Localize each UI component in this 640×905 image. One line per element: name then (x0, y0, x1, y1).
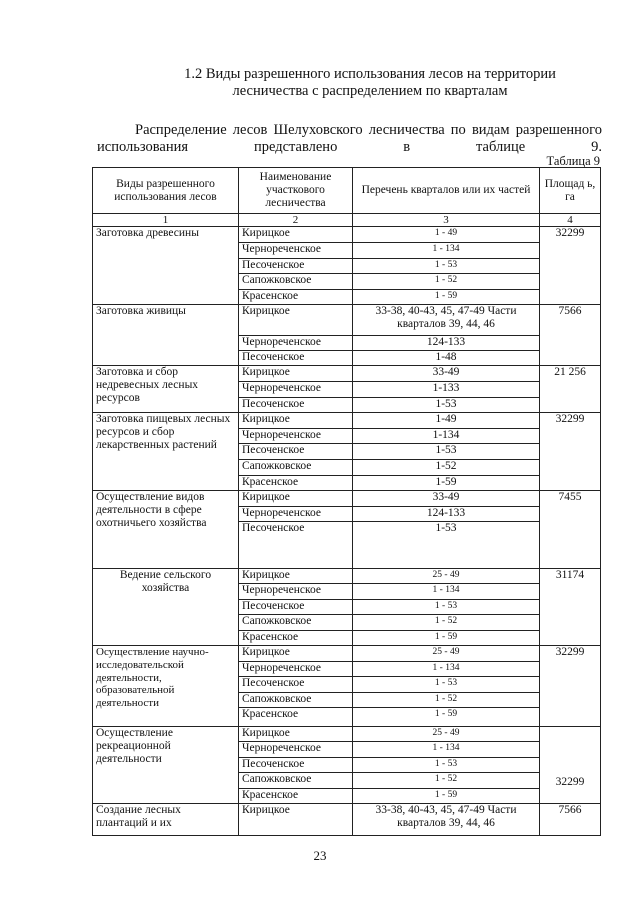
quarters-cell: 1 - 53 (353, 259, 540, 274)
quarters-cell: 1 - 52 (353, 773, 540, 789)
area-cell: 32299 (540, 413, 601, 491)
area-cell: 32299 (540, 646, 601, 727)
quarters-cell: 124-133 (353, 507, 540, 522)
quarters-cell: 1 - 59 (353, 631, 540, 646)
area-cell: 7566 (540, 305, 601, 366)
quarters-cell: 1-48 (353, 351, 540, 366)
quarters-cell: 1 - 52 (353, 693, 540, 708)
district-cell: Сапожковское (239, 615, 353, 631)
district-cell: Песоченское (239, 259, 353, 274)
district-cell: Чернореченское (239, 336, 353, 351)
quarters-cell: 1 - 53 (353, 677, 540, 693)
column-number: 4 (540, 214, 601, 227)
quarters-cell: 1-53 (353, 444, 540, 460)
forest-use-table (92, 167, 601, 836)
header-area: Площад ь, га (540, 168, 601, 214)
quarters-cell: 1-49 (353, 413, 540, 429)
quarters-cell: 124-133 (353, 336, 540, 351)
quarters-cell: 1-53 (353, 522, 540, 569)
area-cell: 7566 (540, 804, 601, 836)
table-row (93, 413, 601, 429)
district-cell: Сапожковское (239, 274, 353, 290)
table-caption: Таблица 9 (546, 154, 600, 168)
district-cell: Красенское (239, 631, 353, 646)
district-cell: Сапожковское (239, 693, 353, 708)
area-cell: 32299 (540, 727, 601, 804)
use-type-cell: Осуществление видов деятельности в сфере охотничьего хозяйства (93, 491, 239, 569)
quarters-cell: 25 - 49 (353, 727, 540, 742)
header-use-type: Виды разрешенного использования лесов (93, 168, 239, 214)
district-cell: Кирицкое (239, 491, 353, 507)
use-type-cell: Заготовка пищевых лесных ресурсов и сбор лекарственных растений (93, 413, 239, 491)
header-district: Наименование участкового лесничества (239, 168, 353, 214)
section-title-line-1: 1.2 Виды разрешенного использования лесов на территории (184, 66, 556, 82)
district-cell: Кирицкое (239, 569, 353, 584)
district-cell: Чернореченское (239, 382, 353, 398)
quarters-cell: 33-38, 40-43, 45, 47-49 Части кварталов 39, 44, 46 (353, 305, 540, 336)
district-cell: Песоченское (239, 758, 353, 773)
table-row (93, 366, 601, 382)
quarters-cell: 25 - 49 (353, 569, 540, 584)
district-cell: Кирицкое (239, 413, 353, 429)
table-row (93, 804, 601, 836)
district-cell: Кирицкое (239, 305, 353, 336)
quarters-cell: 1 - 59 (353, 708, 540, 727)
quarters-cell: 1 - 59 (353, 290, 540, 305)
district-cell: Кирицкое (239, 227, 353, 243)
table-row (93, 727, 601, 742)
column-number-row (93, 214, 601, 227)
table-row (93, 305, 601, 336)
use-type-cell: Осуществление рекреационной деятельности (93, 727, 239, 804)
district-cell: Кирицкое (239, 804, 353, 836)
column-number: 1 (93, 214, 239, 227)
quarters-cell: 1 - 53 (353, 600, 540, 615)
use-type-cell: Ведение сельского хозяйства (93, 569, 239, 646)
table-header-row (93, 168, 601, 214)
district-cell: Чернореченское (239, 742, 353, 758)
use-type-cell: Заготовка древесины (93, 227, 239, 305)
district-cell: Кирицкое (239, 366, 353, 382)
quarters-cell: 33-38, 40-43, 45, 47-49 Части кварталов 39, 44, 46 (353, 804, 540, 836)
district-cell: Песоченское (239, 600, 353, 615)
district-cell: Кирицкое (239, 727, 353, 742)
district-cell: Песоченское (239, 522, 353, 569)
district-cell: Песоченское (239, 398, 353, 413)
district-cell: Чернореченское (239, 429, 353, 444)
district-cell: Кирицкое (239, 646, 353, 662)
district-cell: Красенское (239, 708, 353, 727)
quarters-cell: 1-59 (353, 476, 540, 491)
district-cell: Красенское (239, 476, 353, 491)
table-row (93, 491, 601, 507)
quarters-cell: 1 - 134 (353, 662, 540, 677)
district-cell: Чернореченское (239, 662, 353, 677)
district-cell: Чернореченское (239, 507, 353, 522)
use-type-cell: Заготовка и сбор недревесных лесных ресурсов (93, 366, 239, 413)
area-cell: 21 256 (540, 366, 601, 413)
use-type-cell: Заготовка живицы (93, 305, 239, 366)
quarters-cell: 1 - 59 (353, 789, 540, 804)
district-cell: Песоченское (239, 444, 353, 460)
quarters-cell: 1-134 (353, 429, 540, 444)
table-row (93, 569, 601, 584)
quarters-cell: 1-133 (353, 382, 540, 398)
district-cell: Песоченское (239, 351, 353, 366)
use-type-cell: Осуществление научно-исследовательской деятельности, образовательной деятельности (93, 646, 239, 727)
area-cell: 31174 (540, 569, 601, 646)
quarters-cell: 1 - 134 (353, 584, 540, 600)
district-cell: Сапожковское (239, 773, 353, 789)
district-cell: Красенское (239, 290, 353, 305)
area-cell: 32299 (540, 227, 601, 305)
district-cell: Чернореченское (239, 584, 353, 600)
table-row (93, 646, 601, 662)
table-row (93, 227, 601, 243)
quarters-cell: 25 - 49 (353, 646, 540, 662)
quarters-cell: 1-52 (353, 460, 540, 476)
intro-paragraph: Распределение лесов Шелуховского лесничества по видам разрешенного использования представлено в таблице 9. (97, 122, 602, 155)
section-title (150, 66, 590, 100)
quarters-cell: 33-49 (353, 491, 540, 507)
section-title-line-2: лесничества с распределением по кварталам (232, 83, 508, 99)
quarters-cell: 33-49 (353, 366, 540, 382)
use-type-cell: Создание лесных плантаций и их (93, 804, 239, 836)
header-quarters: Перечень кварталов или их частей (353, 168, 540, 214)
area-cell: 7455 (540, 491, 601, 569)
column-number: 2 (239, 214, 353, 227)
page-number: 23 (313, 848, 327, 863)
quarters-cell: 1 - 52 (353, 274, 540, 290)
quarters-cell: 1 - 134 (353, 243, 540, 259)
quarters-cell: 1 - 53 (353, 758, 540, 773)
quarters-cell: 1 - 49 (353, 227, 540, 243)
district-cell: Сапожковское (239, 460, 353, 476)
district-cell: Песоченское (239, 677, 353, 693)
quarters-cell: 1 - 134 (353, 742, 540, 758)
quarters-cell: 1-53 (353, 398, 540, 413)
quarters-cell: 1 - 52 (353, 615, 540, 631)
district-cell: Красенское (239, 789, 353, 804)
district-cell: Чернореченское (239, 243, 353, 259)
column-number: 3 (353, 214, 540, 227)
